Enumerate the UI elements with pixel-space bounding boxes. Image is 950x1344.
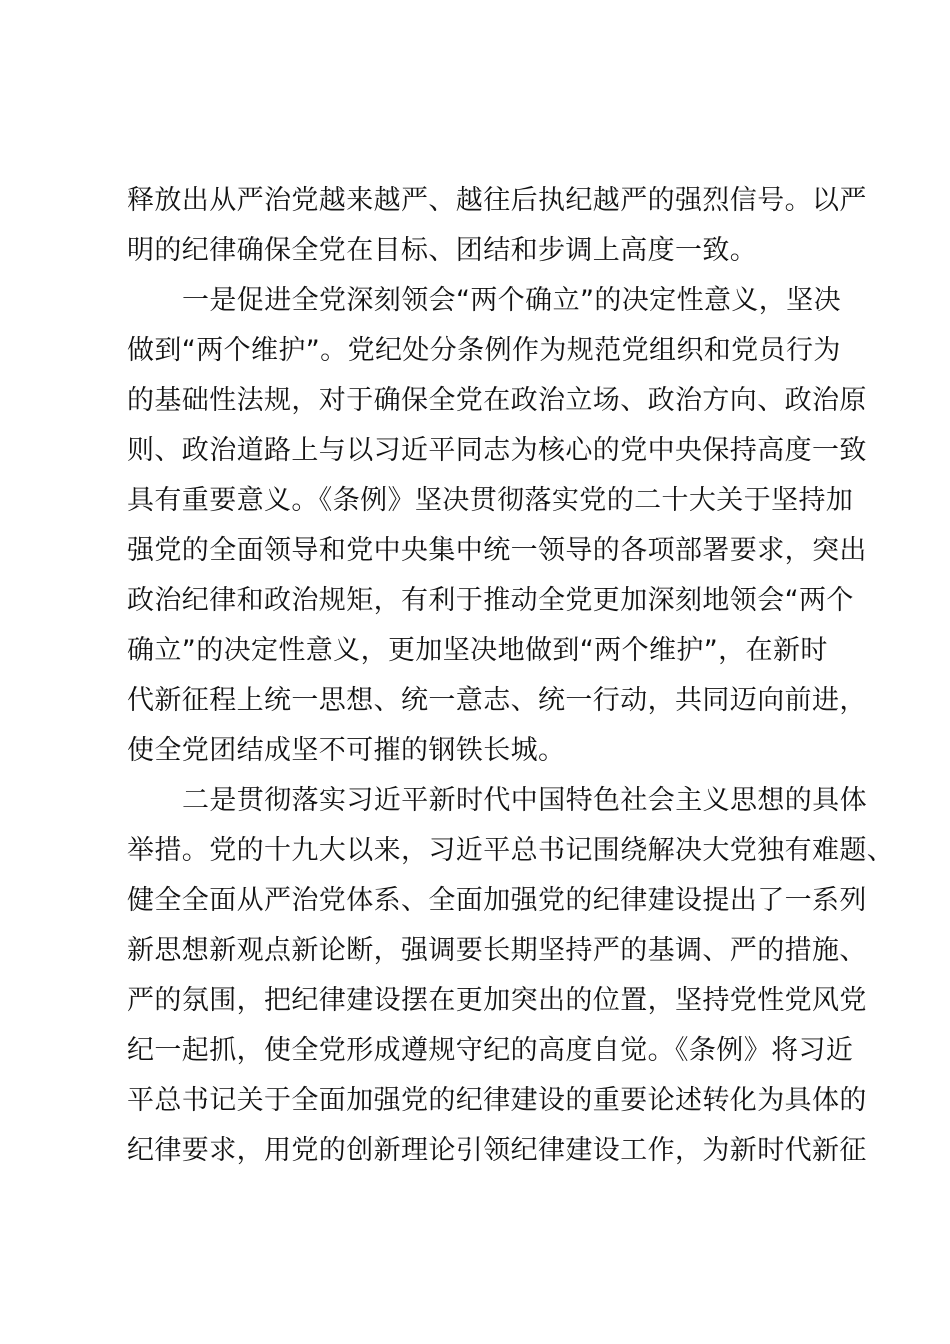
- text-line: 代新征程上统一思想、统一意志、统一行动，共同迈向前进，: [127, 685, 867, 716]
- document-body: [127, 176, 895, 1176]
- text-line: 强党的全面领导和党中央集中统一领导的各项部署要求，突出: [127, 535, 867, 566]
- text-line: 健全全面从严治党体系、全面加强党的纪律建设提出了一系列: [127, 885, 867, 916]
- text-line: 释放出从严治党越来越严、越往后执纪越严的强烈信号。以严: [127, 185, 867, 216]
- text-line: 纪律要求，用党的创新理论引领纪律建设工作，为新时代新征: [127, 1135, 867, 1166]
- text-line: 则、政治道路上与以习近平同志为核心的党中央保持高度一致: [127, 435, 867, 466]
- text-line: 纪一起抓，使全党形成遵规守纪的高度自觉。《条例》将习近: [127, 1035, 854, 1066]
- text-line: 平总书记关于全面加强党的纪律建设的重要论述转化为具体的: [127, 1085, 867, 1116]
- text-line: 使全党团结成坚不可摧的钢铁长城。: [127, 735, 566, 766]
- text-line: 举措。党的十九大以来，习近平总书记围绕解决大党独有难题、: [127, 835, 895, 866]
- text-line: 新思想新观点新论断，强调要长期坚持严的基调、严的措施、: [127, 935, 867, 966]
- text-line: 的基础性法规，对于确保全党在政治立场、政治方向、政治原: [127, 385, 867, 416]
- text-line: 确立”的决定性意义，更加坚决地做到“两个维护”，在新时: [127, 635, 828, 666]
- paragraph-start-line: 一是促进全党深刻领会“两个确立”的决定性意义，坚决: [182, 285, 841, 316]
- text-line: 严的氛围，把纪律建设摆在更加突出的位置，坚持党性党风党: [127, 985, 867, 1016]
- paragraph-start-line: 二是贯彻落实习近平新时代中国特色社会主义思想的具体: [182, 785, 867, 816]
- text-line: 具有重要意义。《条例》坚决贯彻落实党的二十大关于坚持加: [127, 485, 854, 516]
- text-line: 明的纪律确保全党在目标、团结和步调上高度一致。: [127, 235, 758, 266]
- text-line: 做到“两个维护”。党纪处分条例作为规范党组织和党员行为: [127, 335, 841, 366]
- text-line: 政治纪律和政治规矩，有利于推动全党更加深刻地领会“两个: [127, 585, 854, 616]
